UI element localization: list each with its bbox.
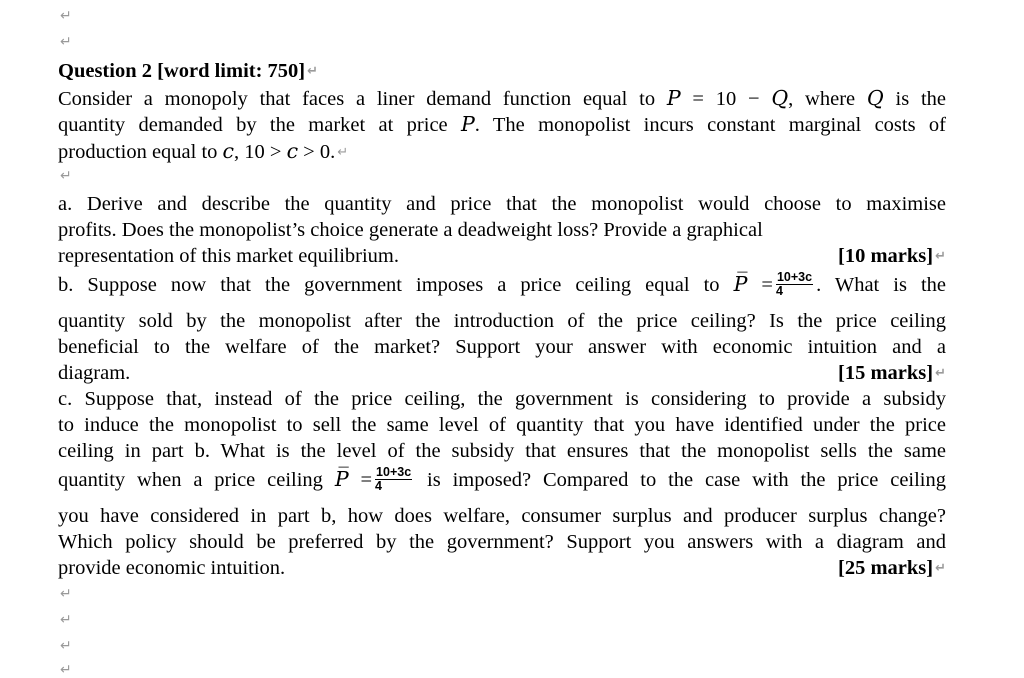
part-b-line-1-pre: b. Suppose now that the government imposes a price ceiling equal to [58, 274, 720, 296]
question-title: Question 2 [word limit: 750] [58, 60, 306, 82]
paragraph-mark: ↵ [60, 662, 72, 678]
intro-line-1: Consider a monopoly that faces a liner demand function equal to 𝑃 = 10 − 𝑄, where 𝑄 is the [58, 88, 946, 110]
paragraph-mark: ↵ [935, 249, 946, 264]
intro-line-3-text: production equal to 𝑐, 10 > 𝑐 > 0. [58, 141, 336, 163]
part-a-line-3-text: representation of this market equilibrium. [58, 245, 400, 267]
part-c-line-1: c. Suppose that, instead of the price ceiling, the government is considering to provide a subsidy [58, 388, 946, 410]
fraction-numerator: 10+3c [376, 464, 412, 479]
part-b-line-4 [58, 360, 946, 386]
paragraph-mark: ↵ [60, 638, 72, 654]
part-c-marks [838, 555, 946, 582]
fraction-denominator: 4 [775, 283, 783, 298]
part-c-marks-text: [25 marks] [838, 557, 934, 579]
paragraph-mark: ↵ [935, 561, 946, 576]
part-b-marks-text: [15 marks] [838, 362, 934, 384]
price-ceiling-fraction [776, 271, 813, 298]
part-a-line-3 [58, 243, 946, 269]
fraction-denominator: 4 [375, 478, 382, 493]
part-b-marks [838, 360, 946, 387]
part-b-line-4-text: diagram. [58, 362, 131, 384]
paragraph-mark: ↵ [60, 168, 72, 184]
part-c-line-3: ceiling in part b. What is the level of the subsidy that ensures that the monopolist sells the same [58, 440, 946, 462]
part-b-pbar: 𝑃̅ = [733, 274, 773, 296]
part-b-line-2: quantity sold by the monopolist after the introduction of the price ceiling? Is the price ceiling [58, 310, 946, 332]
intro-line-3 [58, 139, 946, 166]
part-c-line-7-text: provide economic intuition. [58, 557, 286, 579]
part-c-line-2: to induce the monopolist to sell the same level of quantity that you have identified under the price [58, 414, 946, 436]
intro-line-2: quantity demanded by the market at price 𝑃. The monopolist incurs constant marginal costs of [58, 114, 946, 136]
part-c-line-5: you have considered in part b, how does welfare, consumer surplus and producer surplus change? [58, 505, 946, 527]
paragraph-mark: ↵ [60, 8, 72, 24]
paragraph-mark: ↵ [337, 145, 349, 160]
part-c-line-4 [58, 464, 947, 495]
part-c-line-4-post: is imposed? Compared to the case with the price ceiling [427, 469, 947, 491]
part-a-marks [838, 243, 946, 270]
part-a-line-1: a. Derive and describe the quantity and price that the monopolist would choose to maximise [58, 193, 946, 215]
part-c-line-6: Which policy should be preferred by the government? Support you answers with a diagram and [58, 531, 946, 553]
paragraph-mark: ↵ [935, 366, 946, 381]
question-title-line [58, 58, 946, 85]
part-c-line-4-pre: quantity when a price ceiling [58, 469, 323, 491]
fraction-numerator: 10+3c [776, 269, 813, 284]
part-b-line-1-post: . What is the [816, 274, 947, 296]
part-b-line-1 [58, 269, 947, 300]
part-a-marks-text: [10 marks] [838, 245, 934, 267]
paragraph-mark: ↵ [307, 64, 319, 79]
part-c-pbar: 𝑃̅ = [334, 469, 373, 491]
paragraph-mark: ↵ [60, 586, 72, 602]
paragraph-mark: ↵ [60, 34, 72, 50]
part-b-line-3: beneficial to the welfare of the market? Support your answer with economic intuition and a [58, 336, 946, 358]
paragraph-mark: ↵ [60, 612, 72, 628]
price-ceiling-fraction [375, 466, 412, 493]
part-c-line-7 [58, 555, 946, 581]
part-a-line-2: profits. Does the monopolist’s choice generate a deadweight loss? Provide a graphical [58, 219, 763, 241]
